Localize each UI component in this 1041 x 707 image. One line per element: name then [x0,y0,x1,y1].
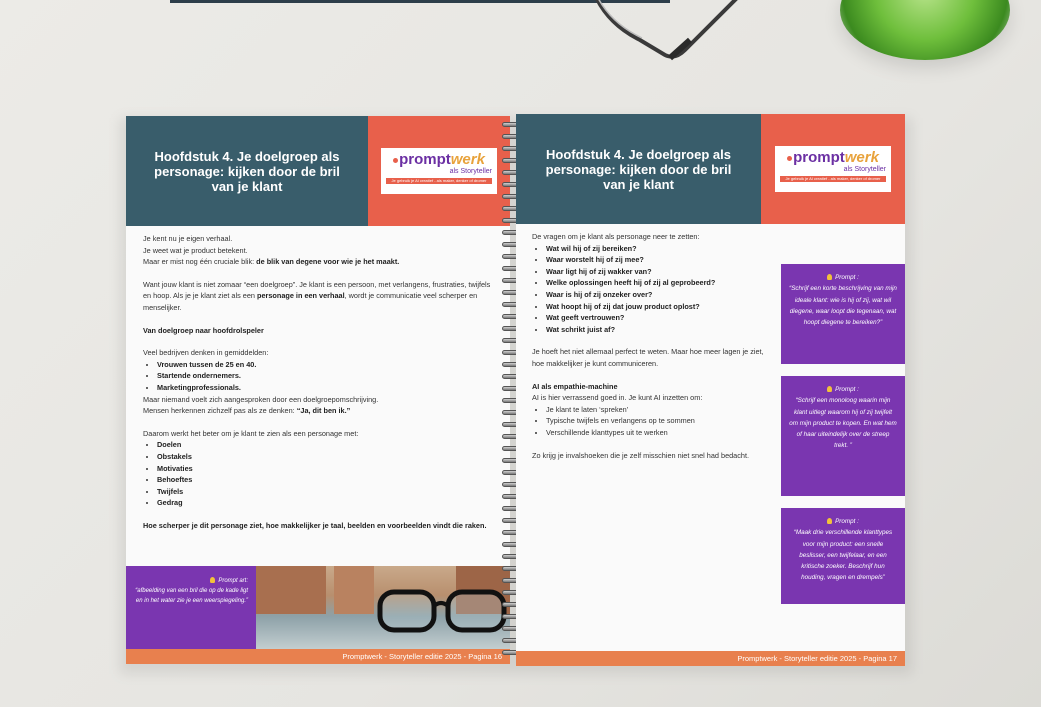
list-item [546,301,776,313]
art-prompt-label: Prompt art: [218,578,248,584]
left-page-body [143,233,498,531]
section-heading [143,325,498,337]
logo-subtitle: als Storyteller [449,168,492,175]
intro-line-1: Je kent nu je eigen verhaal. [143,234,233,243]
list-item [546,312,776,324]
left-page-footer: Promptwerk - Storyteller editie 2025 - Pagina 16 [126,649,510,664]
list-item-text: Gedrag [157,498,183,508]
intro-line-3 [143,256,498,268]
prompt-box-3 [781,508,905,604]
logo-text-prompt: prompt [399,151,451,168]
glasses-on-quay-photo [256,566,510,650]
section-heading-text: Van doelgroep naar hoofdrolspeler [143,325,264,335]
left-logo-area [368,116,510,226]
list-item [546,243,776,255]
art-strip [126,566,510,650]
list-item [157,474,498,486]
right-logo-area [761,114,905,224]
traits-intro: Daarom werkt het beter om je klant te zien als een personage met: [143,428,359,438]
list-item-text: Wat schrikt juist af? [546,324,616,334]
lightbulb-icon [827,386,832,392]
logo-text-werk: werk [844,149,879,166]
traits-list [143,439,498,509]
right-page-body [532,231,776,461]
list-item [157,497,498,509]
list-item-text: Marketingprofessionals. [157,382,241,392]
closing-statement [143,520,498,532]
intro-line-2: Je weet wat je product betekent. [143,245,248,255]
intro-line-3-bold: de blik van degene voor wie je het maakt. [256,257,400,267]
prompt-text: “Maak drie verschillende klanttypes voor mijn product: een snelle beslisser, een twijfelaar, en een kritische zoeker. Beschrijf hun houding, vragen en drempels” [793,529,893,582]
prompt-text: “Schrijf een korte beschrijving van mijn ideale klant: wie is hij of zij, wat wil diegene, waar loopt die tegenaan, wat hoopt diegene te bereiken?” [789,285,897,327]
list-item [546,427,776,439]
logo-tagline: Je gebruik je AI creatief - als maker, denker of dromer [780,176,886,182]
promptwerk-logo [775,146,891,192]
list-item [157,451,498,463]
lightbulb-icon [827,518,832,524]
right-page-header [516,114,905,224]
list-item [546,415,776,427]
right-page-title: Hoofdstuk 4. Je doelgroep als personage: kijken door de bril van je klant [516,114,761,224]
averages-intro: Veel bedrijven denken in gemiddelden: [143,348,269,358]
promptwerk-logo [381,148,497,194]
client-paragraph-text: Want jouw klant is niet zomaar “een doelgroep”. Je klant is een persoon, met verlangens, frustraties, twijfels en hoop. Als je je klant ziet als een [143,279,491,301]
client-paragraph-suffix: , wordt je communicatie veel scherper en menselijker. [143,291,478,312]
client-paragraph [143,279,498,314]
right-page [516,114,905,666]
prompt-box-2 [781,376,905,496]
client-paragraph-bold: personage in een verhaal [257,291,345,301]
recognize-line [143,405,498,417]
ai-intro: AI is hier verrassend goed in. Je kunt AI inzetten om: [532,393,703,403]
prompt-text: “Schrijf een monoloog waarin mijn klant uitlegt waarom hij of zij twijfelt om mijn product te kopen. En wat hem of haar uiteindelijk over de streep trekt. ” [789,397,897,450]
art-prompt-text: “afbeelding van een bril die op de kade ligt en in het water zie je een weerspiegeling.” [135,588,248,604]
spectacles-in-photo [374,586,510,642]
closing-line: Zo krijg je invalshoeken die je zelf misschien niet snel had bedacht. [532,450,750,460]
list-item [157,439,498,451]
list-item-text: Typische twijfels en verlangens op te sommen [546,416,695,426]
nobody-line: Maar niemand voelt zich aangesproken door een doelgroepomschrijving. [143,394,379,404]
list-item-text: Motivaties [157,463,193,473]
list-item-text: Startende ondernemers. [157,371,241,381]
list-item [546,254,776,266]
prompt-label: Prompt : [835,386,859,393]
list-item [546,404,776,416]
list-item-text: Waar ligt hij of zij wakker van? [546,266,652,276]
left-page-title: Hoofdstuk 4. Je doelgroep als personage: kijken door de bril van je klant [126,116,368,226]
list-item-text: Twijfels [157,486,184,496]
list-item-text: Je klant te laten ‘spreken’ [546,404,629,414]
list-item [546,266,776,278]
green-glass-prop [840,0,1010,60]
list-item-text: Obstakels [157,451,192,461]
logo-dot-icon [393,158,398,163]
list-item-text: Vrouwen tussen de 25 en 40. [157,359,257,369]
list-item-text: Welke oplossingen heeft hij of zij al geprobeerd? [546,278,716,288]
list-item [157,382,498,394]
logo-tagline: Je gebruik je AI creatief - als maker, denker of dromer [386,178,492,184]
ai-heading [532,381,776,393]
list-item-text: Verschillende klanttypes uit te werken [546,427,668,437]
prompt-label: Prompt : [835,274,859,281]
art-prompt-box [126,566,256,650]
list-item [546,289,776,301]
logo-text-prompt: prompt [793,149,845,166]
list-item-text: Waar worstelt hij of zij mee? [546,255,644,265]
logo-text-werk: werk [450,151,485,168]
list-item-text: Waar is hij of zij onzeker over? [546,289,653,299]
logo-dot-icon [787,156,792,161]
averages-list [143,359,498,394]
recognize-line-bold: “Ja, dit ben ik.” [296,406,351,416]
list-item-text: Doelen [157,440,182,450]
left-page [126,116,510,664]
prompt-box-1 [781,264,905,364]
logo-subtitle: als Storyteller [843,166,886,173]
questions-list [532,243,776,336]
list-item-text: Wat geeft vertrouwen? [546,313,625,323]
list-item-text: Behoeftes [157,475,193,485]
list-item [157,359,498,371]
building-shape [334,566,374,614]
ai-heading-text: AI als empathie-machine [532,381,618,391]
building-shape [256,566,326,614]
right-page-footer: Promptwerk - Storyteller editie 2025 - Pagina 17 [516,651,905,666]
questions-intro: De vragen om je klant als personage neer te zetten: [532,232,700,241]
closing-statement-bold: Hoe scherper je dit personage ziet, hoe makkelijker je taal, beelden en voorbeelden vindt die raken. [143,520,487,530]
lightbulb-icon [210,577,215,583]
recognize-line-text: Mensen herkennen zichzelf pas als ze denken: [143,406,297,416]
list-item [157,370,498,382]
lightbulb-icon [827,274,832,280]
left-page-header [126,116,510,226]
list-item [157,463,498,475]
not-perfect-paragraph: Je hoeft het niet allemaal perfect te weten. Maar hoe meer lagen je ziet, hoe makkelijker je kunt communiceren. [532,347,764,368]
ai-uses-list [532,404,776,439]
list-item [546,277,776,289]
list-item [157,486,498,498]
list-item-text: Wat hoopt hij of zij dat jouw product oplost? [546,301,700,311]
list-item [546,324,776,336]
list-item-text: Wat wil hij of zij bereiken? [546,243,637,253]
eyeglasses-prop [560,0,760,90]
prompt-label: Prompt : [835,518,859,525]
intro-line-3-text: Maar er mist nog één cruciale blik: [143,257,257,267]
